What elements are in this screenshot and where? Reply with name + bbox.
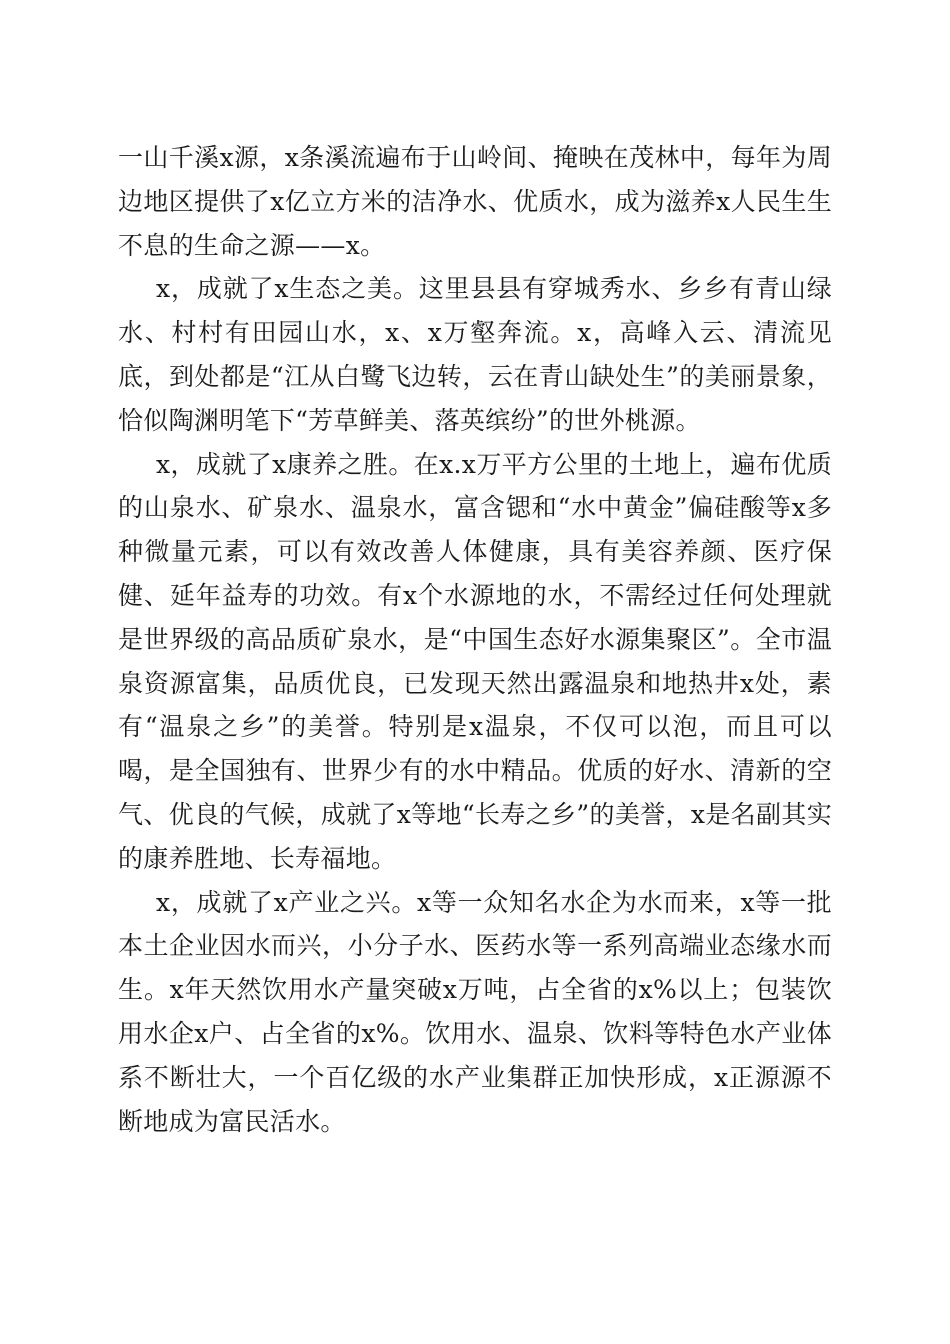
paragraph-continuation: 一山千溪x源，x条溪流遍布于山岭间、掩映在茂林中，每年为周边地区提供了x亿立方米的洁净水、优质水，成为滋养x人民生生不息的生命之源——x。	[118, 143, 832, 260]
document-body	[118, 136, 832, 1143]
paragraph-wellness: x，成就了x康养之胜。在x.x万平方公里的土地上，遍布优质的山泉水、矿泉水、温泉水，富含锶和“水中黄金”偏硅酸等x多种微量元素，可以有效改善人体健康，具有美容养颜、医疗保健、延年益寿的功效。有x个水源地的水，不需经过任何处理就是世界级的高品质矿泉水，是“中国生态好水源集聚区”。全市温泉资源富集，品质优良，已发现天然出露温泉和地热井x处，素有“温泉之乡”的美誉。特别是x温泉，不仅可以泡，而且可以喝，是全国独有、世界少有的水中精品。优质的好水、清新的空气、优良的气候，成就了x等地“长寿之乡”的美誉，x是名副其实的康养胜地、长寿福地。	[118, 449, 832, 873]
paragraph-industry: x，成就了x产业之兴。x等一众知名水企为水而来，x等一批本土企业因水而兴，小分子水、医药水等一系列高端业态缘水而生。x年天然饮用水产量突破x万吨，占全省的x%以上；包装饮用水企x户、占全省的x%。饮用水、温泉、饮料等特色水产业体系不断壮大，一个百亿级的水产业集群正加快形成，x正源源不断地成为富民活水。	[118, 887, 832, 1136]
paragraph-ecology: x，成就了x生态之美。这里县县有穿城秀水、乡乡有青山绿水、村村有田园山水，x、x万壑奔流。x，高峰入云、清流见底，到处都是“江从白鹭飞边转，云在青山缺处生”的美丽景象，恰似陶渊明笔下“芳草鲜美、落英缤纷”的世外桃源。	[118, 274, 832, 435]
